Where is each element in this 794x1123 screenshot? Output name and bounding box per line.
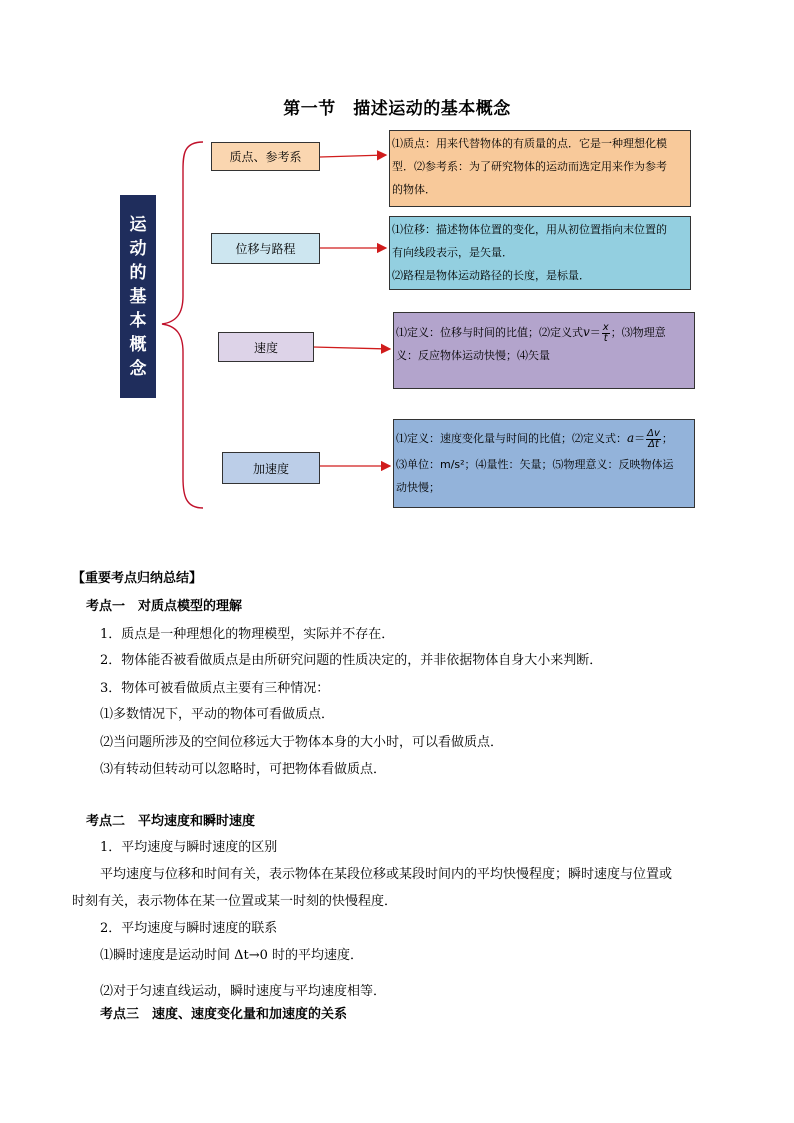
point1-line: ⑶有转动但转动可以忽略时，可把物体看做质点． <box>100 762 387 777</box>
definition-displacement <box>389 216 691 290</box>
vertical-topic-label <box>120 195 156 398</box>
arrow-particle <box>320 155 386 157</box>
definition-text: ⑴定义：位移与时间的比值；⑵定义式 <box>396 326 583 339</box>
definition-line: 义：反应物体运动快慢；⑷矢量 <box>396 349 550 362</box>
node-velocity <box>218 332 314 362</box>
node-label: 位移与路程 <box>235 242 296 256</box>
definition-line: 的物体． <box>392 183 436 196</box>
formula-variable: v <box>583 325 590 339</box>
summary-heading: 【重要考点归纳总结】 <box>72 571 203 586</box>
formula-denominator: t <box>603 332 608 344</box>
node-label: 质点、参考系 <box>229 150 302 164</box>
definition-line: ⑴质点：用来代替物体的有质量的点．它是一种理想化模 <box>392 137 667 150</box>
point2-title: 考点二 平均速度和瞬时速度 <box>86 814 256 829</box>
definition-line: 有向线段表示，是矢量． <box>392 246 513 259</box>
point2-item: ⑴瞬时速度是运动时间 Δt→0 时的平均速度． <box>100 948 364 963</box>
definition-text: ； <box>661 432 673 445</box>
formula-numerator: Δv <box>647 427 660 439</box>
formula-fraction <box>602 323 610 344</box>
vertical-char: 动 <box>129 238 147 259</box>
definition-text: ；⑶物理意 <box>610 326 666 339</box>
vertical-char: 的 <box>129 262 147 283</box>
formula-denominator: Δt <box>648 438 659 450</box>
node-displacement-distance <box>211 233 320 264</box>
formula-fraction <box>646 429 661 450</box>
definition-line <box>396 424 692 453</box>
point2-paragraph-line: 平均速度与位移和时间有关，表示物体在某段位移或某段时间内的平均快慢程度；瞬时速度与位置或 <box>100 867 673 882</box>
definition-line: ⑶单位：m/s²；⑷量性：矢量；⑸物理意义：反映物体运 <box>396 458 674 471</box>
definition-acceleration <box>393 419 695 508</box>
point1-line: ⑵当问题所涉及的空间位移远大于物体本身的大小时，可以看做质点． <box>100 735 504 750</box>
point1-line: 1．质点是一种理想化的物理模型，实际并不存在． <box>100 627 395 642</box>
vertical-char: 运 <box>129 214 147 235</box>
formula-numerator: x <box>602 321 609 333</box>
node-label: 速度 <box>253 340 278 355</box>
point1-line: ⑴多数情况下，平动的物体可看做质点． <box>100 707 335 722</box>
curly-brace <box>162 142 203 508</box>
definition-line: ⑵路程是物体运动路径的长度，是标量． <box>392 269 590 282</box>
definition-particle-reference <box>389 130 691 207</box>
point1-line: 2．物体能否被看做质点是由所研究问题的性质决定的，并非依据物体自身大小来判断． <box>100 653 603 668</box>
vertical-char: 本 <box>129 310 147 331</box>
formula-equals: ＝ <box>589 326 601 339</box>
vertical-char: 基 <box>129 286 147 307</box>
node-label: 加速度 <box>252 461 289 476</box>
page-title: 第一节 描述运动的基本概念 <box>283 99 511 119</box>
definition-line: 型．⑵参考系：为了研究物体的运动而选定用来作为参考 <box>392 160 667 173</box>
definition-line: 动快慢； <box>396 481 440 494</box>
definition-text: ⑴定义：速度变化量与时间的比值；⑵定义式： <box>396 432 627 445</box>
node-particle-reference <box>211 142 320 171</box>
point2-subheading: 1．平均速度与瞬时速度的区别 <box>100 840 278 855</box>
node-acceleration <box>222 452 320 484</box>
definition-line: ⑴位移：描述物体位置的变化，用从初位置指向末位置的 <box>392 223 667 236</box>
arrow-velocity <box>313 347 390 349</box>
point2-item: ⑵对于匀速直线运动，瞬时速度与平均速度相等． <box>100 984 387 999</box>
point2-subheading: 2．平均速度与瞬时速度的联系 <box>100 921 278 936</box>
point3-title: 考点三 速度、速度变化量和加速度的关系 <box>100 1007 348 1022</box>
point1-line: 3．物体可被看做质点主要有三种情况： <box>100 681 330 696</box>
point2-paragraph-line: 时刻有关，表示物体在某一位置或某一时刻的快慢程度． <box>72 894 398 909</box>
definition-velocity <box>393 312 695 389</box>
point1-title: 考点一 对质点模型的理解 <box>86 599 243 614</box>
formula-equals: ＝ <box>634 432 646 445</box>
vertical-char: 概 <box>129 334 147 355</box>
vertical-char: 念 <box>129 358 147 379</box>
definition-line <box>396 321 692 344</box>
formula-variable: a <box>627 431 635 445</box>
